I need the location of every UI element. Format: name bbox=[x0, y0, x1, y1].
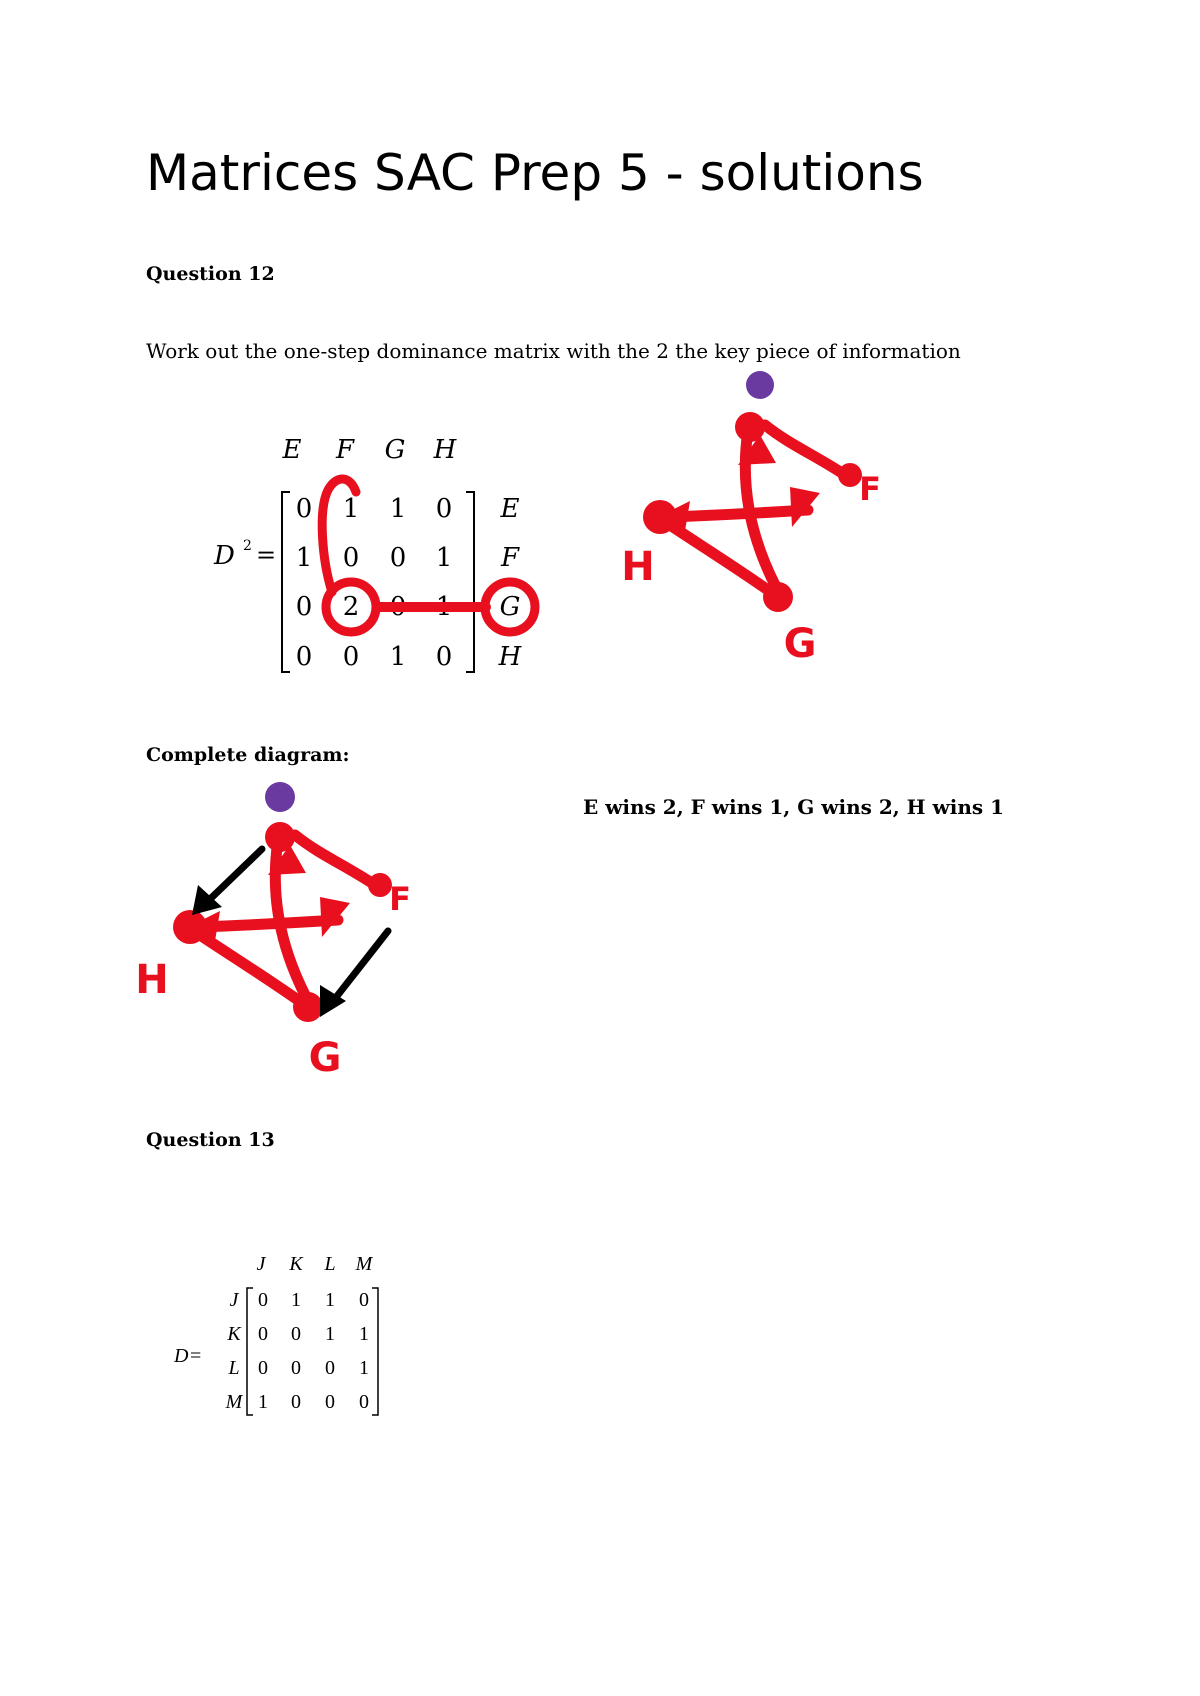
right-bracket bbox=[372, 1288, 378, 1415]
page-title: Matrices SAC Prep 5 - solutions bbox=[146, 144, 924, 202]
matrix-cell: 1 bbox=[258, 1391, 268, 1413]
edge-h-f bbox=[200, 920, 338, 927]
d-squared-matrix bbox=[210, 430, 550, 680]
matrix-cell: 1 bbox=[389, 494, 407, 524]
node-label-left: H bbox=[621, 544, 655, 590]
matrix-name: D bbox=[174, 1345, 189, 1367]
matrix-cell: 0 bbox=[291, 1323, 301, 1345]
matrix-cell: 1 bbox=[359, 1323, 369, 1345]
col-label: F bbox=[335, 435, 355, 465]
row-label: L bbox=[228, 1357, 240, 1379]
left-bracket bbox=[247, 1288, 253, 1415]
equals-sign: = bbox=[190, 1345, 202, 1367]
arrowhead bbox=[320, 897, 350, 937]
matrix-cell: 0 bbox=[291, 1391, 301, 1413]
matrix-cell: 2 bbox=[342, 592, 360, 622]
question-12-heading: Question 12 bbox=[146, 263, 275, 285]
matrix-row bbox=[296, 642, 453, 672]
matrix-cell: 0 bbox=[258, 1289, 268, 1311]
node-label-left: H bbox=[135, 957, 169, 1003]
complete-dominance-graph bbox=[130, 765, 460, 1095]
node-label-bottom: G bbox=[783, 621, 817, 667]
node-dot bbox=[173, 910, 207, 944]
matrix-cell: 0 bbox=[342, 543, 360, 573]
col-label: J bbox=[256, 1253, 266, 1275]
node-label-bottom: G bbox=[308, 1035, 342, 1081]
matrix-cell: 1 bbox=[359, 1357, 369, 1379]
left-bracket bbox=[282, 492, 290, 672]
matrix-cell: 0 bbox=[389, 543, 407, 573]
edge-h-f bbox=[670, 510, 808, 517]
row-label: E bbox=[500, 494, 520, 524]
matrix-cell: 0 bbox=[295, 642, 313, 672]
node-dot bbox=[735, 412, 765, 442]
matrix-cell: 1 bbox=[325, 1289, 335, 1311]
right-bracket bbox=[466, 492, 474, 672]
col-label: E bbox=[282, 435, 302, 465]
matrix-cell: 0 bbox=[359, 1289, 369, 1311]
matrix-cell: 1 bbox=[435, 592, 453, 622]
question-12-instruction: Work out the one-step dominance matrix with the 2 the key piece of information bbox=[146, 339, 961, 363]
edge-e-f bbox=[765, 425, 845, 475]
node-label-right: F bbox=[389, 880, 411, 918]
complete-diagram-heading: Complete diagram: bbox=[146, 744, 350, 766]
node-label-right: F bbox=[859, 470, 881, 508]
matrix-cell: 0 bbox=[295, 494, 313, 524]
col-label: H bbox=[433, 435, 457, 465]
wins-summary: E wins 2, F wins 1, G wins 2, H wins 1 bbox=[583, 795, 1005, 819]
matrix-cell: 0 bbox=[258, 1323, 268, 1345]
col-label: K bbox=[289, 1253, 303, 1275]
row-label: G bbox=[499, 592, 521, 622]
q12-dominance-graph bbox=[600, 355, 920, 675]
matrix-cell: 0 bbox=[325, 1357, 335, 1379]
matrix-cell: 1 bbox=[291, 1289, 301, 1311]
row-label: K bbox=[227, 1323, 241, 1345]
edge-e-f bbox=[295, 835, 375, 885]
col-label: M bbox=[355, 1253, 373, 1275]
matrix-cell: 1 bbox=[389, 642, 407, 672]
edge-f-g bbox=[330, 931, 388, 1005]
matrix-name: D bbox=[214, 541, 235, 571]
matrix-cell: 1 bbox=[342, 494, 360, 524]
node-dot bbox=[763, 582, 793, 612]
node-dot bbox=[293, 992, 323, 1022]
matrix-cell: 0 bbox=[359, 1391, 369, 1413]
matrix-cell: 0 bbox=[389, 592, 407, 622]
node-label-top: E bbox=[278, 784, 292, 808]
row-label: M bbox=[225, 1391, 243, 1413]
node-dot bbox=[265, 822, 295, 852]
d-matrix bbox=[170, 1250, 390, 1430]
matrix-cell: 0 bbox=[291, 1357, 301, 1379]
matrix-cell: 0 bbox=[258, 1357, 268, 1379]
edge-e-h bbox=[206, 849, 262, 903]
node-dot bbox=[643, 500, 677, 534]
matrix-cell: 1 bbox=[435, 543, 453, 573]
row-label: F bbox=[500, 543, 520, 573]
matrix-cell: 0 bbox=[435, 494, 453, 524]
matrix-cell: 0 bbox=[435, 642, 453, 672]
matrix-cell: 0 bbox=[295, 592, 313, 622]
question-13-heading: Question 13 bbox=[146, 1129, 275, 1151]
col-label: G bbox=[384, 435, 406, 465]
equals-sign: = bbox=[256, 541, 277, 569]
matrix-cell: 1 bbox=[295, 543, 313, 573]
arrowhead bbox=[790, 487, 820, 527]
col-label: L bbox=[324, 1253, 336, 1275]
matrix-cell: 0 bbox=[342, 642, 360, 672]
matrix-cell: 1 bbox=[325, 1323, 335, 1345]
node-label-top: E bbox=[759, 372, 773, 396]
row-label: H bbox=[498, 642, 522, 672]
matrix-power: 2 bbox=[243, 538, 252, 554]
row-label: J bbox=[229, 1289, 239, 1311]
matrix-cell: 0 bbox=[325, 1391, 335, 1413]
